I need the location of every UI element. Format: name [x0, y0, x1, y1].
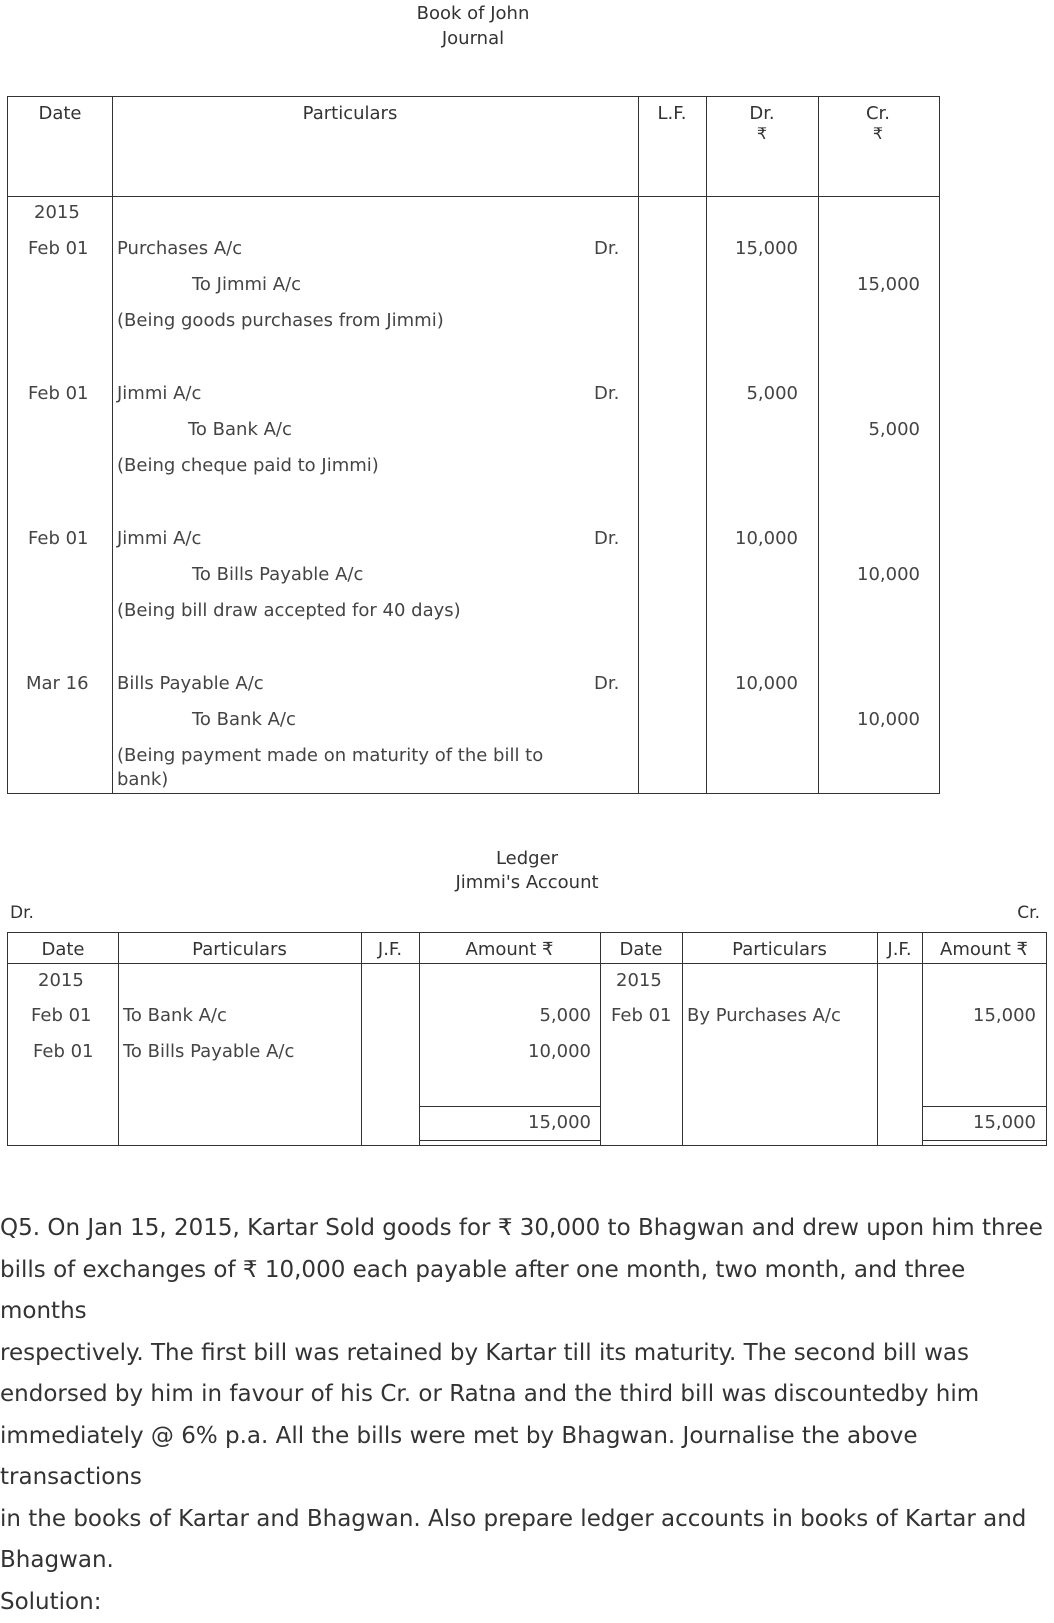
- question-line: Q5. On Jan 15, 2015, Kartar Sold goods for ₹ 30,000 to Bhagwan and drew upon him three: [0, 1208, 1054, 1250]
- entry-date: Mar 16: [26, 673, 89, 694]
- entry-date: Feb 01: [28, 383, 89, 404]
- ledger-account-title: Jimmi's Account: [0, 872, 1054, 893]
- question-line: bills of exchanges of ₹ 10,000 each payable after one month, two month, and three months: [0, 1250, 1054, 1333]
- ledger-left-date: Feb 01: [31, 1005, 92, 1026]
- entry-dr-mark: Dr.: [594, 528, 619, 549]
- ledger-right-amount: 15,000: [922, 1005, 1036, 1026]
- entry-debit-account: Purchases A/c: [117, 238, 242, 259]
- journal-year: 2015: [34, 202, 80, 223]
- entry-narration-cont: bank): [117, 769, 168, 790]
- entry-dr-amount: 10,000: [708, 528, 798, 549]
- ledger-cr-label: Cr.: [1017, 903, 1040, 923]
- entry-credit-account: To Bank A/c: [192, 709, 296, 730]
- ledger-left-amount: 10,000: [419, 1041, 591, 1062]
- journal-title: Journal: [0, 28, 946, 49]
- ledger-left-amount: 5,000: [419, 1005, 591, 1026]
- ledger-left-year: 2015: [38, 970, 84, 991]
- entry-credit-account: To Bank A/c: [188, 419, 292, 440]
- ledger-header-jf: J.F.: [877, 939, 922, 960]
- entry-date: Feb 01: [28, 238, 89, 259]
- question-line: Bhagwan.: [0, 1540, 1054, 1582]
- ledger-header-particulars: Particulars: [682, 939, 877, 960]
- entry-dr-amount: 5,000: [708, 383, 798, 404]
- header-dr: Dr. ₹: [706, 103, 818, 143]
- solution-label: Solution:: [0, 1582, 1054, 1623]
- entry-cr-amount: 10,000: [820, 709, 920, 730]
- ledger-right-particulars: By Purchases A/c: [687, 1005, 841, 1026]
- ledger-right-year: 2015: [616, 970, 662, 991]
- ledger-right-date: Feb 01: [611, 1005, 672, 1026]
- entry-debit-account: Bills Payable A/c: [117, 673, 264, 694]
- entry-dr-mark: Dr.: [594, 238, 619, 259]
- question-line: respectively. The first bill was retained by Kartar till its maturity. The second bill was: [0, 1333, 1054, 1375]
- entry-narration: (Being payment made on maturity of the bill to: [117, 745, 543, 766]
- entry-narration: (Being cheque paid to Jimmi): [117, 455, 379, 476]
- ledger-dr-label: Dr.: [10, 903, 34, 923]
- ledger-left-particulars: To Bills Payable A/c: [123, 1041, 294, 1062]
- entry-cr-amount: 5,000: [820, 419, 920, 440]
- journal-table: [7, 96, 940, 794]
- header-particulars: Particulars: [112, 103, 588, 124]
- question-line: in the books of Kartar and Bhagwan. Also prepare ledger accounts in books of Kartar and: [0, 1499, 1054, 1541]
- entry-cr-amount: 10,000: [820, 564, 920, 585]
- ledger-header-jf: J.F.: [361, 939, 419, 960]
- ledger-left-total: 15,000: [419, 1112, 591, 1133]
- ledger-table: [7, 932, 1047, 1146]
- entry-dr-amount: 10,000: [708, 673, 798, 694]
- ledger-header-particulars: Particulars: [118, 939, 361, 960]
- ledger-title: Ledger: [0, 848, 1054, 869]
- ledger-header-amount: Amount ₹: [419, 939, 600, 960]
- entry-dr-amount: 15,000: [708, 238, 798, 259]
- entry-date: Feb 01: [28, 528, 89, 549]
- entry-narration: (Being bill draw accepted for 40 days): [117, 600, 461, 621]
- entry-credit-account: To Bills Payable A/c: [192, 564, 363, 585]
- ledger-right-total: 15,000: [922, 1112, 1036, 1133]
- ledger-header-date: Date: [600, 939, 682, 960]
- entry-credit-account: To Jimmi A/c: [192, 274, 301, 295]
- question-line: endorsed by him in favour of his Cr. or Ratna and the third bill was discountedby him: [0, 1374, 1054, 1416]
- header-cr: Cr. ₹: [818, 103, 938, 143]
- ledger-header-date: Date: [8, 939, 118, 960]
- ledger-left-date: Feb 01: [33, 1041, 94, 1062]
- entry-debit-account: Jimmi A/c: [117, 528, 201, 549]
- ledger-left-particulars: To Bank A/c: [123, 1005, 227, 1026]
- header-date: Date: [8, 103, 112, 124]
- entry-dr-mark: Dr.: [594, 673, 619, 694]
- book-title: Book of John: [0, 3, 946, 24]
- entry-narration: (Being goods purchases from Jimmi): [117, 310, 444, 331]
- entry-cr-amount: 15,000: [820, 274, 920, 295]
- entry-debit-account: Jimmi A/c: [117, 383, 201, 404]
- question-line: immediately @ 6% p.a. All the bills were met by Bhagwan. Journalise the above transactions: [0, 1416, 1054, 1499]
- entry-dr-mark: Dr.: [594, 383, 619, 404]
- header-lf: L.F.: [638, 103, 706, 124]
- question-text: [0, 1208, 1054, 1623]
- ledger-header-amount: Amount ₹: [922, 939, 1046, 960]
